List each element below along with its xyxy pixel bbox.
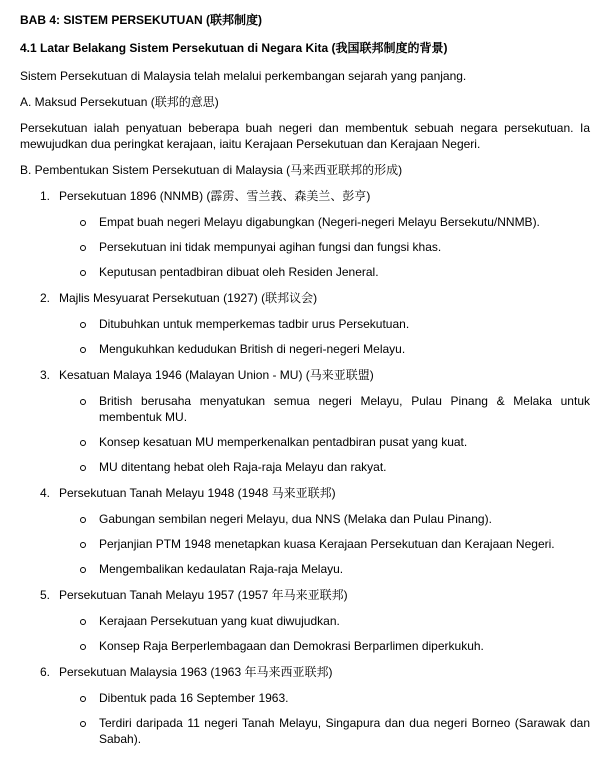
document-page bbox=[20, 12, 590, 757]
part-b-heading: B. Pembentukan Sistem Persekutuan di Malaysia (马来西亚联邦的形成) bbox=[20, 163, 403, 177]
item-title: Persekutuan 1896 (NNMB) (霹雳、雪兰莪、森美兰、彭亨) bbox=[59, 189, 371, 203]
item-title: Persekutuan Tanah Melayu 1948 (1948 马来亚联邦) bbox=[59, 486, 336, 500]
item-number: 3. bbox=[40, 368, 51, 382]
sub-list bbox=[59, 511, 590, 577]
sub-list-item bbox=[59, 393, 590, 425]
hollow-bullet-icon bbox=[80, 322, 86, 328]
sub-list-item bbox=[59, 536, 590, 552]
point-text: British berusaha menyatukan semua negeri Melayu, Pulau Pinang & Melaka untuk membentuk MU. bbox=[99, 394, 590, 424]
item-number: 5. bbox=[40, 588, 51, 602]
hollow-bullet-icon bbox=[80, 245, 86, 251]
sub-list bbox=[59, 690, 590, 747]
sub-list-item bbox=[59, 613, 590, 629]
chapter-title: BAB 4: SISTEM PERSEKUTUAN (联邦制度) bbox=[20, 13, 263, 27]
part-a-heading: A. Maksud Persekutuan (联邦的意思) bbox=[20, 95, 219, 109]
sub-list-item bbox=[59, 434, 590, 450]
point-text: Gabungan sembilan negeri Melayu, dua NNS (Melaka dan Pulau Pinang). bbox=[99, 512, 492, 526]
item-title: Persekutuan Malaysia 1963 (1963 年马来西亚联邦) bbox=[59, 665, 333, 679]
point-text: Dibentuk pada 16 September 1963. bbox=[99, 691, 289, 705]
federation-history-list bbox=[20, 188, 590, 747]
point-text: Konsep kesatuan MU memperkenalkan pentadbiran pusat yang kuat. bbox=[99, 435, 468, 449]
sub-list-item bbox=[59, 264, 590, 280]
list-item bbox=[20, 367, 590, 475]
point-text: Persekutuan ini tidak mempunyai agihan fungsi dan fungsi khas. bbox=[99, 240, 442, 254]
hollow-bullet-icon bbox=[80, 619, 86, 625]
sub-list-item bbox=[59, 715, 590, 747]
hollow-bullet-icon bbox=[80, 465, 86, 471]
point-text: MU ditentang hebat oleh Raja-raja Melayu dan rakyat. bbox=[99, 460, 387, 474]
hollow-bullet-icon bbox=[80, 517, 86, 523]
hollow-bullet-icon bbox=[80, 567, 86, 573]
sub-list bbox=[59, 316, 590, 357]
list-item bbox=[20, 290, 590, 357]
hollow-bullet-icon bbox=[80, 347, 86, 353]
hollow-bullet-icon bbox=[80, 440, 86, 446]
sub-list-item bbox=[59, 214, 590, 230]
item-number: 6. bbox=[40, 665, 51, 679]
point-text: Keputusan pentadbiran dibuat oleh Residen Jeneral. bbox=[99, 265, 379, 279]
point-text: Konsep Raja Berperlembagaan dan Demokrasi Berparlimen diperkukuh. bbox=[99, 639, 484, 653]
sub-list bbox=[59, 214, 590, 280]
sub-list-item bbox=[59, 459, 590, 475]
point-text: Kerajaan Persekutuan yang kuat diwujudkan. bbox=[99, 614, 340, 628]
point-text: Mengukuhkan kedudukan British di negeri-negeri Melayu. bbox=[99, 342, 406, 356]
part-a-body: Persekutuan ialah penyatuan beberapa buah negeri dan membentuk sebuah negara persekutuan. Ia mewujudkan dua peringkat kerajaan, iaitu Kerajaan Persekutuan dan Kerajaan Negeri. bbox=[20, 121, 590, 151]
sub-list-item bbox=[59, 341, 590, 357]
point-text: Ditubuhkan untuk memperkemas tadbir urus Persekutuan. bbox=[99, 317, 410, 331]
item-number: 4. bbox=[40, 486, 51, 500]
item-number: 1. bbox=[40, 189, 51, 203]
hollow-bullet-icon bbox=[80, 220, 86, 226]
item-title: Persekutuan Tanah Melayu 1957 (1957 年马来亚联邦) bbox=[59, 588, 348, 602]
sub-list-item bbox=[59, 511, 590, 527]
point-text: Empat buah negeri Melayu digabungkan (Negeri-negeri Melayu Bersekutu/NNMB). bbox=[99, 215, 540, 229]
point-text: Perjanjian PTM 1948 menetapkan kuasa Kerajaan Persekutuan dan Kerajaan Negeri. bbox=[99, 537, 555, 551]
point-text: Mengembalikan kedaulatan Raja-raja Melayu. bbox=[99, 562, 344, 576]
sub-list bbox=[59, 613, 590, 654]
point-text: Terdiri daripada 11 negeri Tanah Melayu, Singapura dan dua negeri Borneo (Sarawak dan Sabah). bbox=[99, 716, 590, 746]
item-number: 2. bbox=[40, 291, 51, 305]
hollow-bullet-icon bbox=[80, 721, 86, 727]
hollow-bullet-icon bbox=[80, 399, 86, 405]
sub-list-item bbox=[59, 316, 590, 332]
sub-list-item bbox=[59, 690, 590, 706]
list-item bbox=[20, 188, 590, 280]
sub-list bbox=[59, 393, 590, 475]
sub-list-item bbox=[59, 239, 590, 255]
list-item bbox=[20, 485, 590, 577]
item-title: Kesatuan Malaya 1946 (Malayan Union - MU) (马来亚联盟) bbox=[59, 368, 374, 382]
intro-paragraph: Sistem Persekutuan di Malaysia telah melalui perkembangan sejarah yang panjang. bbox=[20, 69, 467, 83]
list-item bbox=[20, 664, 590, 747]
item-title: Majlis Mesyuarat Persekutuan (1927) (联邦议会) bbox=[59, 291, 318, 305]
sub-list-item bbox=[59, 561, 590, 577]
hollow-bullet-icon bbox=[80, 644, 86, 650]
hollow-bullet-icon bbox=[80, 542, 86, 548]
list-item bbox=[20, 587, 590, 654]
section-title: 4.1 Latar Belakang Sistem Persekutuan di Negara Kita (我国联邦制度的背景) bbox=[20, 41, 448, 55]
hollow-bullet-icon bbox=[80, 270, 86, 276]
hollow-bullet-icon bbox=[80, 696, 86, 702]
sub-list-item bbox=[59, 638, 590, 654]
